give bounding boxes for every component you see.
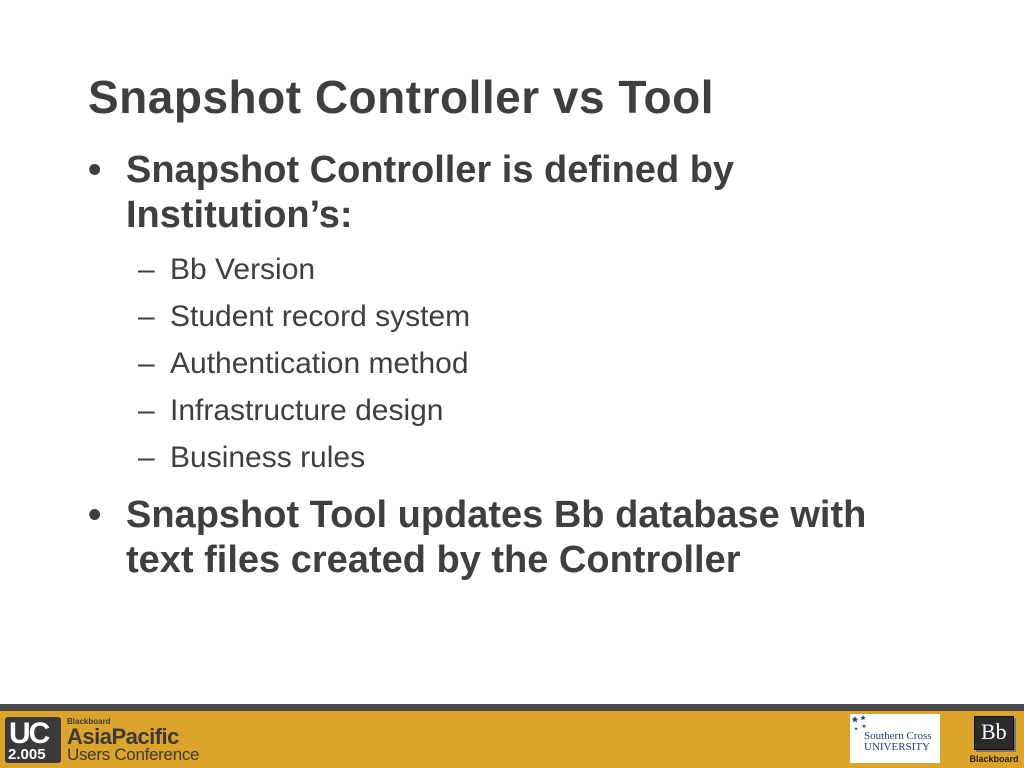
blackboard-mark-icon — [974, 716, 1014, 750]
bullet-icon: • — [88, 494, 102, 536]
university-name-line2: UNIVERSITY — [864, 741, 930, 753]
dash-icon: – — [138, 253, 155, 286]
dash-icon: – — [138, 300, 155, 333]
university-name — [864, 731, 932, 753]
bullet-text: Snapshot Controller is defined by Institution’s: — [126, 149, 735, 236]
footer-rule — [0, 704, 1024, 711]
bullet-text: Snapshot Tool updates Bb database with text files created by the Controller — [126, 494, 867, 581]
dash-icon: – — [138, 394, 155, 427]
dash-icon: – — [138, 347, 155, 380]
bullet-item — [88, 493, 908, 583]
conference-title: Users Conference — [67, 745, 200, 764]
slide-content — [88, 148, 908, 583]
uc-logo-year: 2.005 — [8, 746, 46, 763]
uc-logo-letters: UC — [9, 717, 49, 750]
sub-item — [134, 387, 908, 434]
dash-icon: – — [138, 441, 155, 474]
footer-band — [0, 711, 1024, 768]
sub-item — [134, 246, 908, 293]
sub-item — [134, 340, 908, 387]
conference-region: AsiaPacific — [67, 724, 179, 749]
southern-cross-university-logo — [850, 714, 940, 763]
stars-icon — [851, 715, 865, 735]
sub-item-text: Authentication method — [170, 347, 469, 380]
blackboard-wordmark: Blackboard — [969, 754, 1019, 764]
bullet-item — [88, 148, 908, 238]
blackboard-mark-letters: Bb — [981, 719, 1007, 744]
sub-item-text: Bb Version — [170, 253, 316, 286]
uc-logo-icon — [5, 717, 61, 763]
conference-brand: Blackboard — [67, 717, 111, 726]
sub-item — [134, 293, 908, 340]
sub-item-text: Student record system — [170, 300, 471, 333]
sub-list — [134, 246, 908, 481]
slide-title: Snapshot Controller vs Tool — [88, 71, 715, 123]
conference-name — [67, 717, 199, 763]
sub-item-text: Business rules — [170, 441, 366, 474]
sub-item — [134, 434, 908, 481]
blackboard-logo — [968, 714, 1020, 766]
university-name-line1: Southern Cross — [864, 730, 932, 742]
bullet-icon: • — [88, 149, 102, 191]
sub-item-text: Infrastructure design — [170, 394, 444, 427]
